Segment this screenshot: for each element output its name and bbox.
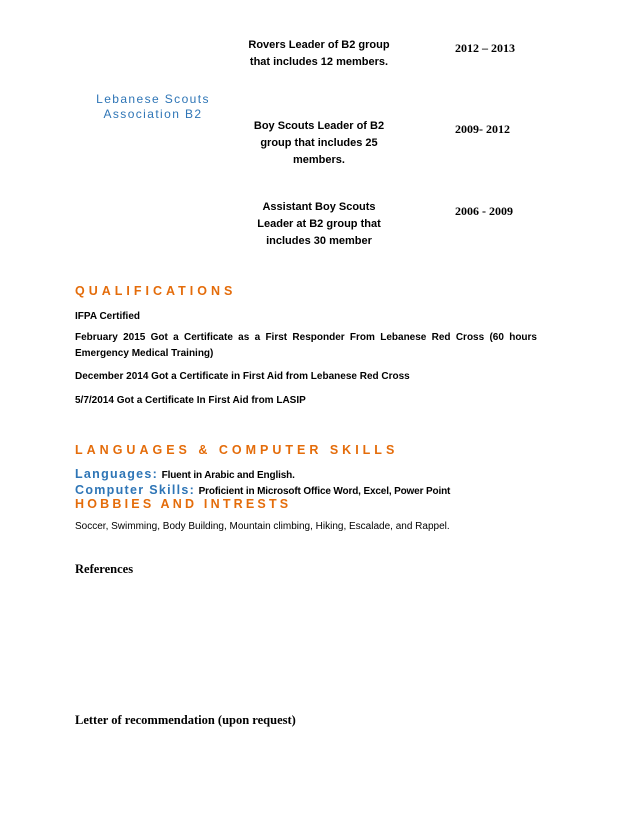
- skills-heading: LANGUAGES & COMPUTER SKILLS: [75, 443, 399, 457]
- references-heading: References: [75, 562, 134, 576]
- hobbies-text: Soccer, Swimming, Body Building, Mountain climbing, Hiking, Escalade, and Rappel.: [75, 521, 450, 532]
- organization-name: [86, 92, 220, 122]
- computer-skills-value: Proficient in Microsoft Office Word, Excel, Power Point: [198, 486, 451, 497]
- experience-role-2: Boy Scouts Leader of B2 group that includes 25 members.: [253, 120, 385, 166]
- organization-name-line2: Association B2: [103, 107, 203, 121]
- experience-dates-3: 2006 - 2009: [455, 204, 513, 218]
- qualifications-heading: QUALIFICATIONS: [75, 284, 237, 298]
- qualification-item-3: December 2014 Got a Certificate in First Aid from Lebanese Red Cross: [75, 371, 410, 382]
- experience-role-1: Rovers Leader of B2 group that includes 12 members.: [248, 39, 390, 68]
- languages-value: Fluent in Arabic and English.: [161, 470, 295, 481]
- languages-label: Languages:: [75, 467, 159, 481]
- experience-dates-2: 2009- 2012: [455, 122, 510, 136]
- computer-skills-label: Computer Skills:: [75, 483, 196, 497]
- qualification-item-2: February 2015 Got a Certificate as a First Responder From Lebanese Red Cross (60 hours Emergency Medical Training): [75, 332, 537, 359]
- experience-dates-1: 2012 – 2013: [455, 41, 515, 55]
- letter-of-recommendation: Letter of recommendation (upon request): [75, 713, 296, 727]
- qualification-item-4: 5/7/2014 Got a Certificate In First Aid from LASIP: [75, 395, 306, 406]
- experience-role-3: Assistant Boy Scouts Leader at B2 group that includes 30 member: [257, 201, 381, 247]
- hobbies-heading: HOBBIES AND INTRESTS: [75, 497, 292, 511]
- organization-name-line1: Lebanese Scouts: [96, 92, 210, 106]
- qualification-item-1: IFPA Certified: [75, 311, 141, 322]
